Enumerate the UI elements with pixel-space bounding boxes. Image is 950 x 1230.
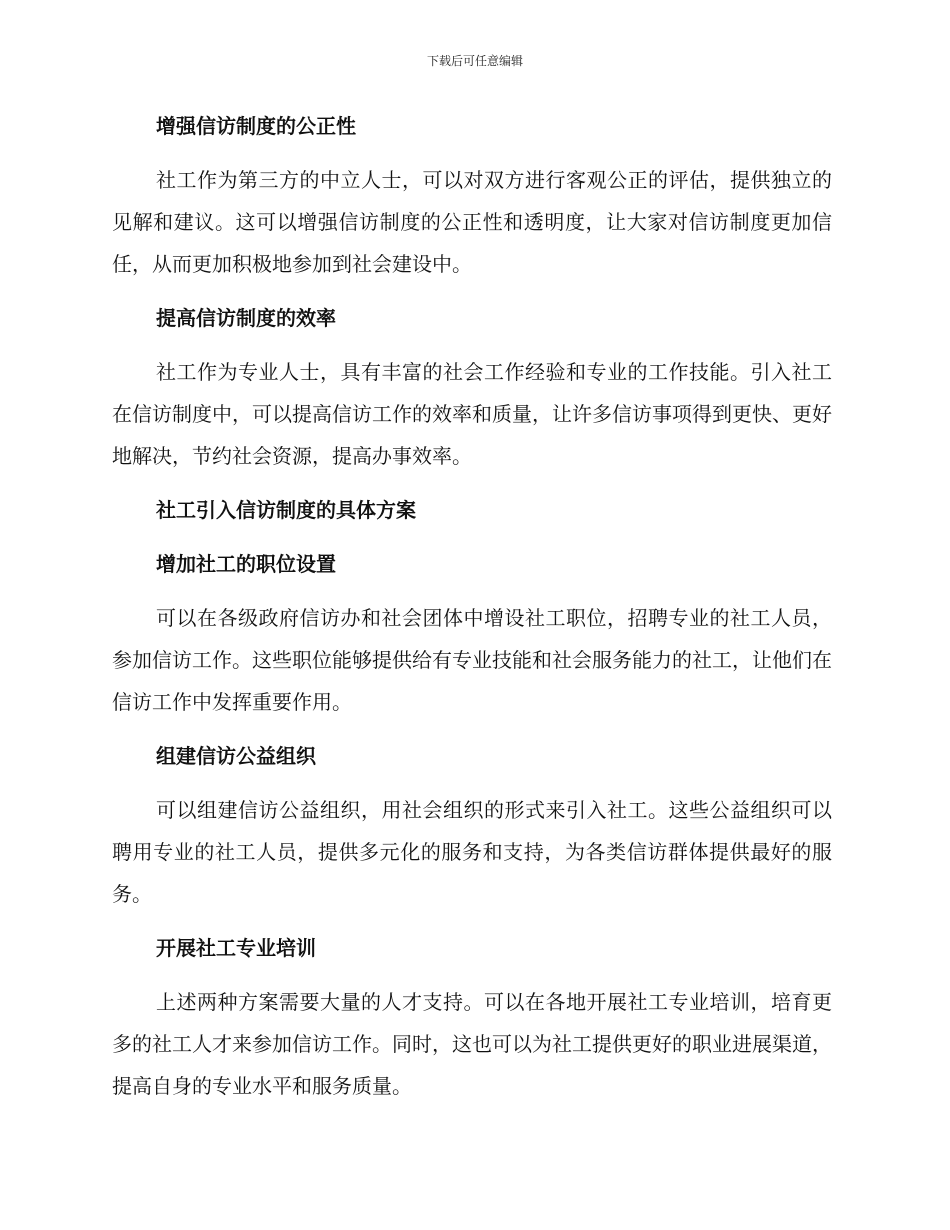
- page-header: 下载后可任意编辑: [426, 54, 523, 68]
- paragraph-positions: 可以在各级政府信访办和社会团体中增设社工职位，招聘专业的社工人员，参加信访工作。这些职位能够提供给有专业技能和社会服务能力的社工，让他们在信访工作中发挥重要作用。: [112, 606, 832, 714]
- section-heading-fairness: 增强信访制度的公正性: [156, 114, 356, 138]
- section-heading-training: 开展社工专业培训: [156, 936, 316, 960]
- paragraph-efficiency: 社工作为专业人士，具有丰富的社会工作经验和专业的工作技能。引入社工在信访制度中，可以提高信访工作的效率和质量，让许多信访事项得到更快、更好地解决，节约社会资源，提高办事效率。: [112, 360, 832, 468]
- section-heading-plan: 社工引入信访制度的具体方案: [156, 498, 416, 522]
- paragraph-training: 上述两种方案需要大量的人才支持。可以在各地开展社工专业培训，培育更多的社工人才来参加信访工作。同时，这也可以为社工提供更好的职业进展渠道，提高自身的专业水平和服务质量。: [112, 990, 832, 1098]
- paragraph-organization: 可以组建信访公益组织，用社会组织的形式来引入社工。这些公益组织可以聘用专业的社工人员，提供多元化的服务和支持，为各类信访群体提供最好的服务。: [112, 798, 832, 906]
- paragraph-fairness: 社工作为第三方的中立人士，可以对双方进行客观公正的评估，提供独立的见解和建议。这可以增强信访制度的公正性和透明度，让大家对信访制度更加信任，从而更加积极地参加到社会建设中。: [112, 168, 832, 276]
- section-heading-organization: 组建信访公益组织: [156, 744, 316, 768]
- section-heading-positions: 增加社工的职位设置: [156, 552, 336, 576]
- section-heading-efficiency: 提高信访制度的效率: [156, 306, 336, 330]
- document-body: [112, 105, 832, 1119]
